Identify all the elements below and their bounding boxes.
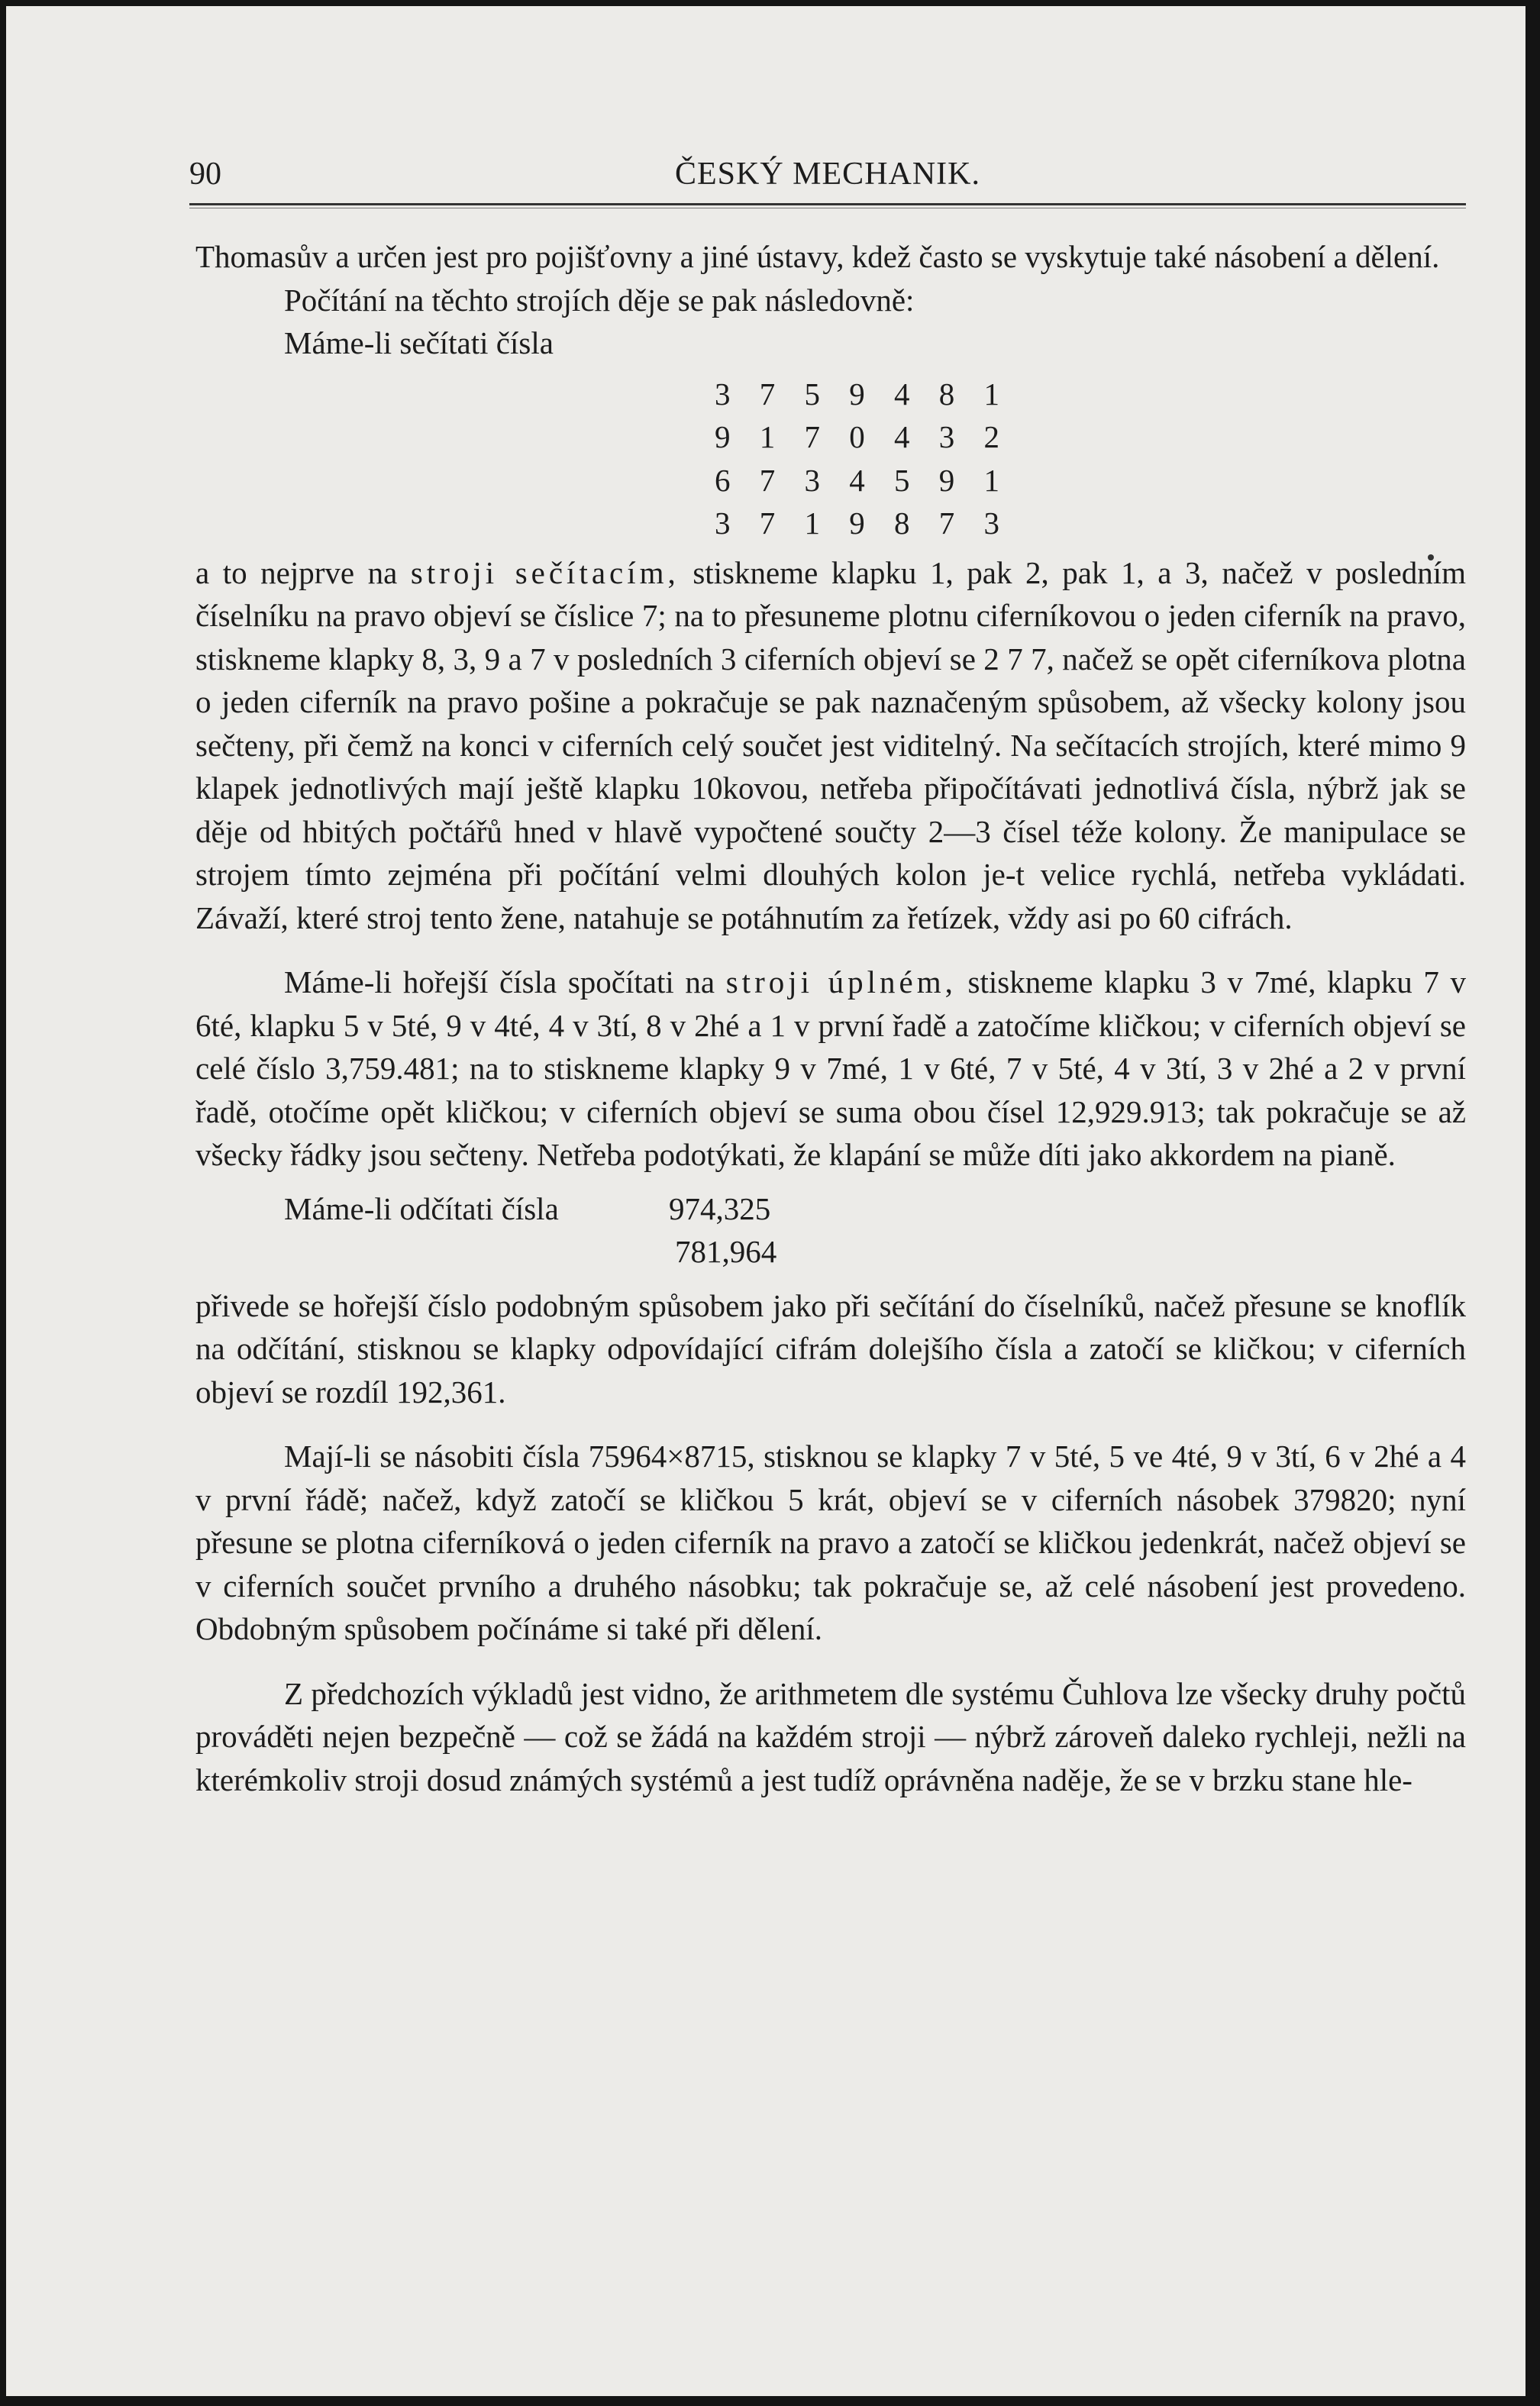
book-page [6,6,1525,2396]
spaced-term: stroji úplném, [725,964,957,1000]
subtraction-example [195,1187,1466,1274]
text-run: stiskneme klapku 3 v 7mé, klapku 7 v 6té, klapku 5 v 5té, 9 v 4té, 4 v 3tí, 8 v 2hé a 1 v první řadě a zatočíme kličkou; v ciferních objeví se celé číslo 3,759.481; na to stiskneme klapky 9 v 7mé, 1 v 6té, 7 v 5té, 4 v 3tí, 3 v 2hé a 2 v první řadě, otočíme opět kličkou; v ciferních objeví se suma obou čísel 12,929.913; tak pokračuje se až všecky řádky jsou sečteny. Netřeba podotýkati, že klapání se může díti jako akkordem na pianě. [195,964,1466,1172]
paragraph-intro: Thomasův a určen jest pro pojišťovny a jiné ústavy, kdež často se vyskytuje také násobení a dělení. [195,239,1440,274]
paragraph-addition-lead: Máme-li sečítati čísla [284,325,554,360]
addition-number-list [715,373,1466,545]
text-run: a to nejprve na [195,554,411,590]
number-row: 6 7 3 4 5 9 1 [715,462,1010,498]
page-number: 90 [189,157,221,192]
text-run: stiskneme klapku 1, pak 2, pak 1, a 3, načež v posledním číselníku na pravo objeví se číslice 7; na to přesuneme plotnu ciferníkovou o jeden ciferník na pravo, stiskneme klapky 8, 3, 9 a 7 v posledních 3 ciferních objeví se 2 7 7, načež se opět ciferníkova plotna o jeden ciferník na pravo pošine a pokračuje se pak naznačeným spůsobem, až všecky kolony jsou sečteny, při čemž na konci v ciferních celý součet jest viditelný. Na sečítacích strojích, které mimo 9 klapek jednotlivých mají ještě klapku 10kovou, netřeba připočítávati jednotlivá čísla, nýbrž jak se děje od hbitých počtářů hned v hlavě vypočtené součty 2—3 čísel téže kolony. Že manipulace se strojem tímto zejména při počítání velmi dlouhých kolon je‑t velice rychlá, netřeba vykládati. Závaží, které stroj tento žene, natahuje se potáhnutím za řetízek, vždy asi po 60 cifrách. [195,554,1467,935]
page-header [189,156,1466,202]
paragraph-subtraction: přivede se hořejší číslo podobným spůsobem jako při sečítání do číselníků, načež přesune se knoflík na odčítání, stisknou se klapky odpovídající cifrám dolejšího čísla a zatočí se kličkou; v ciferních objeví se rozdíl 192,361. [195,1287,1466,1410]
body-text [195,235,1466,1801]
spaced-term: stroji sečítacím, [410,554,680,590]
number-row: 3 7 5 9 4 8 1 [715,376,1010,412]
paragraph-full-machine [195,961,1466,1177]
header-rule-thick [189,203,1466,205]
running-title: ČESKÝ MECHANIK. [674,157,980,192]
text-run: Máme-li hořejší čísla spočítati na [284,964,726,1000]
number-row: 3 7 1 9 8 7 3 [715,505,1010,541]
paragraph-multiplication: Mají-li se násobiti čísla 75964×8715, stisknou se klapky 7 v 5té, 5 ve 4té, 9 v 3tí, 6 v 2hé a 4 v první řádě; načež, když zatočí se kličkou 5 krát, objeví se v ciferních násobek 379820; nyní přesune se plotna ciferníková o jeden ciferník na pravo a zatočí se kličkou jedenkrát, načež objeví se v ciferních součet prvního a druhého násobku; tak pokračuje se, až celé násobení jest provedeno. Obdobným spůsobem počínáme si také při dělení. [195,1439,1466,1646]
paragraph-procedure: Počítání na těchto strojích děje se pak následovně: [284,282,915,318]
number-row: 9 1 7 0 4 3 2 [715,419,1010,454]
subtraction-minuend: 974,325 [669,1190,771,1226]
paragraph-adding-machine [195,551,1466,940]
subtraction-label: Máme-li odčítati čísla [284,1190,559,1226]
subtraction-subtrahend: 781,964 [675,1233,777,1269]
paragraph-conclusion: Z předchozích výkladů jest vidno, že arithmetem dle systému Čuhlova lze všecky druhy počtů prováděti nejen bezpečně — což se žádá na každém stroji — nýbrž zároveň daleko rychleji, nežli na kterémkoliv stroji dosud známých systémů a jest tudíž oprávněna naděje, že se v brzku stane hle- [195,1675,1466,1797]
